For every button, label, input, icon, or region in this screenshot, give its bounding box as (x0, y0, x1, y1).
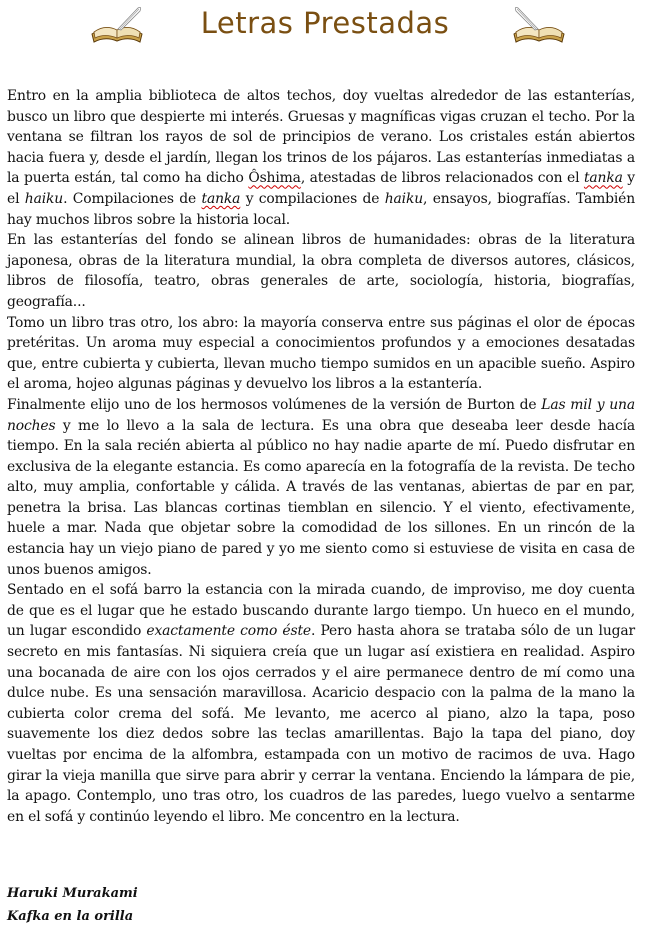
text-run: , atestadas de libros relacionados con el (300, 170, 584, 187)
italic-term: Las mil y una noches (7, 396, 635, 434)
header (0, 0, 650, 58)
text-run: En las estanterías del fondo se alinean libros de humanidades: obras de la literatura japonesa, obras de la literatura mundial, la obra completa de diversos autores, clásicos, libros de filosofía, teatro, obras generales de arte, sociología, historia, biografías, geografía... (7, 232, 635, 310)
paragraph (7, 313, 635, 395)
page-title: Letras Prestadas (200, 6, 450, 40)
text-run: Ôshima (248, 170, 301, 187)
text-run: . Compilaciones de (63, 190, 202, 207)
text-run: y me lo llevo a la sala de lectura. Es una obra que deseaba leer desde hacía tiempo. En la sala recién abierta al público no hay nadie aparte de mí. Puedo disfrutar en exclusiva de la elegante estancia. Es como aparecía en la fotografía de la revista. De techo alto, muy amplia, confortable y cálida. A través de las ventanas, abiertas de par en par, penetra la brisa. Las blancas cortinas tiemblan en silencio. Y el viento, efectivamente, huele a mar. Nada que objetar sobre la comodidad de los sillones. En un rincón de la estancia hay un viejo piano de pared y yo me siento como si estuviese de visita en casa de unos buenos amigos. (7, 417, 635, 578)
text-run: y compilaciones de (240, 190, 385, 207)
paragraph (7, 395, 635, 580)
paragraph (7, 230, 635, 312)
paragraph (7, 580, 635, 827)
text-run: Tomo un libro tras otro, los abro: la mayoría conserva entre sus páginas el olor de épocas pretéritas. Un aroma muy especial a conocimientos profundos y a emociones desatadas que, entre cubierta y cubierta, llevan mucho tiempo sumidos en un apacible sueño. Aspiro el aroma, hojeo algunas páginas y devuelvo los libros a la estantería. (7, 314, 635, 393)
author-name: Haruki Murakami (7, 886, 138, 901)
italic-term: exactamente como éste (146, 623, 311, 640)
signature (7, 882, 138, 928)
text-run: , ensayos, biografías. También hay muchos libros sobre la historia local. (7, 190, 636, 228)
text-run: . Pero hasta ahora se trataba sólo de un lugar secreto en mis fantasías. Ni siquiera creía que un lugar así existiera en realidad. Aspiro una bocanada de aire con los ojos cerrados y el aire permanece dentro de mí como una dulce nube. Es una sensación maravillosa. Acaricio despacio con la palma de la mano la cubierta color crema del sofá. Me levanto, me acerco al piano, alzo la tapa, poso suavemente los diez dedos sobre las teclas amarillentas. Bajo la tapa del piano, doy vueltas por encima de la alfombra, estampada con un motivo de racimos de uva. Hago girar la vieja manilla que sirve para abrir y cerrar la ventana. Enciendo la lámpara de pie, la apago. Contemplo, uno tras otro, los cuadros de las paredes, luego vuelvo a sentarme en el sofá y continúo leyendo el libro. Me concentro en la lectura. (7, 623, 635, 825)
text-run: Sentado en el sofá barro la estancia con la mirada cuando, de improviso, me doy cuenta de que es el lugar que he estado buscando durante largo tiempo. Un hueco en el mundo, un lugar escondido (7, 582, 635, 640)
open-book-quill-icon (510, 4, 568, 48)
excerpt-body (7, 86, 635, 827)
italic-term: haiku (24, 190, 64, 207)
text-run: Entro en la amplia biblioteca de altos techos, doy vueltas alrededor de las estanterías, busco un libro que despierte mi interés. Gruesas y magníficas vigas cruzan el techo. Por la ventana se filtran los rayos de sol de principios de verano. Los cristales están abiertos hacia fuera y, desde el jardín, llegan los trinos de los pájaros. Las estanterías inmediatas a la puerta están, tal como ha dicho (7, 88, 635, 187)
italic-term: haiku (384, 190, 424, 207)
paragraph (7, 86, 635, 230)
book-title: Kafka en la orilla (7, 909, 134, 924)
text-run: Finalmente elijo uno de los hermosos volúmenes de la versión de Burton de (7, 396, 542, 413)
italic-term: tanka (583, 170, 623, 187)
italic-term: tanka (201, 190, 241, 207)
text-run: y el (7, 170, 635, 207)
